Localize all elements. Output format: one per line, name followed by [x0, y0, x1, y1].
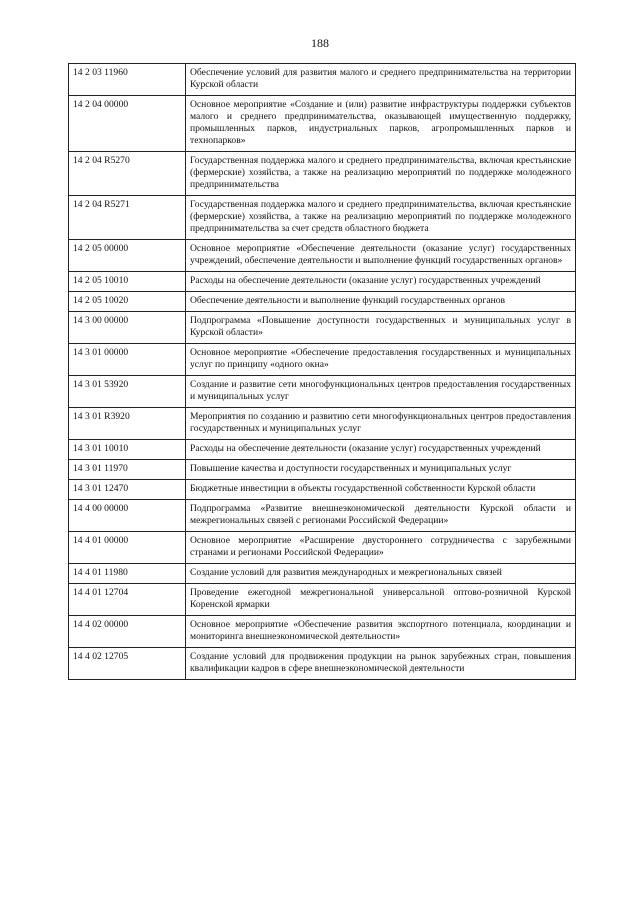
expense-description: Проведение ежегодной межрегиональной универсальной оптово-розничной Курской Коренской ярмарки	[186, 584, 576, 616]
table-row	[69, 240, 576, 272]
classification-code: 14 3 01 11970	[69, 460, 186, 480]
expense-description: Подпрограмма «Повышение доступности государственных и муниципальных услуг в Курской области»	[186, 312, 576, 344]
page-number: 188	[311, 36, 329, 50]
table-body	[69, 64, 576, 680]
table-row	[69, 440, 576, 460]
classification-code: 14 4 01 11980	[69, 564, 186, 584]
table-row	[69, 344, 576, 376]
classification-code: 14 2 04 R5271	[69, 196, 186, 240]
table-row	[69, 564, 576, 584]
expense-description: Основное мероприятие «Обеспечение деятельности (оказание услуг) государственных учреждений, обеспечение деятельности и выполнение функций государственных органов»	[186, 240, 576, 272]
expense-description: Основное мероприятие «Расширение двустороннего сотрудничества с зарубежными странами и регионами Российской Федерации»	[186, 532, 576, 564]
classification-code: 14 4 01 00000	[69, 532, 186, 564]
table-row	[69, 584, 576, 616]
classification-code: 14 3 01 00000	[69, 344, 186, 376]
expense-description: Обеспечение условий для развития малого и среднего предпринимательства на территории Курской области	[186, 64, 576, 96]
expense-description: Основное мероприятие «Создание и (или) развитие инфраструктуры поддержки субъектов малого и среднего предпринимательства, оказывающей имущественную поддержку, промышленных парков, индустриальных парков, агропромышленных парков и технопарков»	[186, 96, 576, 152]
table-row	[69, 292, 576, 312]
classification-code: 14 4 02 00000	[69, 616, 186, 648]
expense-description: Подпрограмма «Развитие внешнеэкономической деятельности Курской области и межрегиональных связей с регионами Российской Федерации»	[186, 500, 576, 532]
table-row	[69, 532, 576, 564]
expense-description: Государственная поддержка малого и среднего предпринимательства, включая крестьянские (фермерские) хозяйства, а также на реализацию мероприятий по поддержке молодежного предпринимательства за счет средств областного бюджета	[186, 196, 576, 240]
classification-code: 14 2 05 10020	[69, 292, 186, 312]
expense-description: Повышение качества и доступности государственных и муниципальных услуг	[186, 460, 576, 480]
table-row	[69, 460, 576, 480]
classification-code: 14 4 02 12705	[69, 648, 186, 680]
expense-description: Создание условий для продвижения продукции на рынок зарубежных стран, повышения квалификации кадров в сфере внешнеэкономической деятельности	[186, 648, 576, 680]
table-row	[69, 616, 576, 648]
expense-description: Бюджетные инвестиции в объекты государственной собственности Курской области	[186, 480, 576, 500]
expense-description: Расходы на обеспечение деятельности (оказание услуг) государственных учреждений	[186, 272, 576, 292]
table-row	[69, 648, 576, 680]
classification-code: 14 2 05 10010	[69, 272, 186, 292]
table-row	[69, 376, 576, 408]
table-row	[69, 500, 576, 532]
table-row	[69, 272, 576, 292]
expense-description: Обеспечение деятельности и выполнение функций государственных органов	[186, 292, 576, 312]
expense-description: Основное мероприятие «Обеспечение предоставления государственных и муниципальных услуг по принципу «одного окна»	[186, 344, 576, 376]
budget-classification-table	[68, 63, 576, 680]
table-row	[69, 408, 576, 440]
expense-description: Создание условий для развития международных и межрегиональных связей	[186, 564, 576, 584]
expense-description: Мероприятия по созданию и развитию сети многофункциональных центров предоставления государственных и муниципальных услуг	[186, 408, 576, 440]
classification-code: 14 2 03 11960	[69, 64, 186, 96]
expense-description: Основное мероприятие «Обеспечение развития экспортного потенциала, координации и мониторинга внешнеэкономической деятельности»	[186, 616, 576, 648]
expense-description: Создание и развитие сети многофункциональных центров предоставления государственных и муниципальных услуг	[186, 376, 576, 408]
classification-code: 14 2 04 R5270	[69, 152, 186, 196]
classification-code: 14 4 00 00000	[69, 500, 186, 532]
classification-code: 14 3 00 00000	[69, 312, 186, 344]
table-row	[69, 480, 576, 500]
classification-code: 14 3 01 R3920	[69, 408, 186, 440]
table-row	[69, 96, 576, 152]
table-row	[69, 196, 576, 240]
classification-code: 14 2 05 00000	[69, 240, 186, 272]
expense-description: Расходы на обеспечение деятельности (оказание услуг) государственных учреждений	[186, 440, 576, 460]
table-row	[69, 152, 576, 196]
table-row	[69, 312, 576, 344]
table-row	[69, 64, 576, 96]
classification-code: 14 3 01 10010	[69, 440, 186, 460]
classification-code: 14 4 01 12704	[69, 584, 186, 616]
classification-code: 14 2 04 00000	[69, 96, 186, 152]
expense-description: Государственная поддержка малого и среднего предпринимательства, включая крестьянские (фермерские) хозяйства, а также на реализацию мероприятий по поддержке молодежного предпринимательства	[186, 152, 576, 196]
classification-code: 14 3 01 53920	[69, 376, 186, 408]
classification-code: 14 3 01 12470	[69, 480, 186, 500]
